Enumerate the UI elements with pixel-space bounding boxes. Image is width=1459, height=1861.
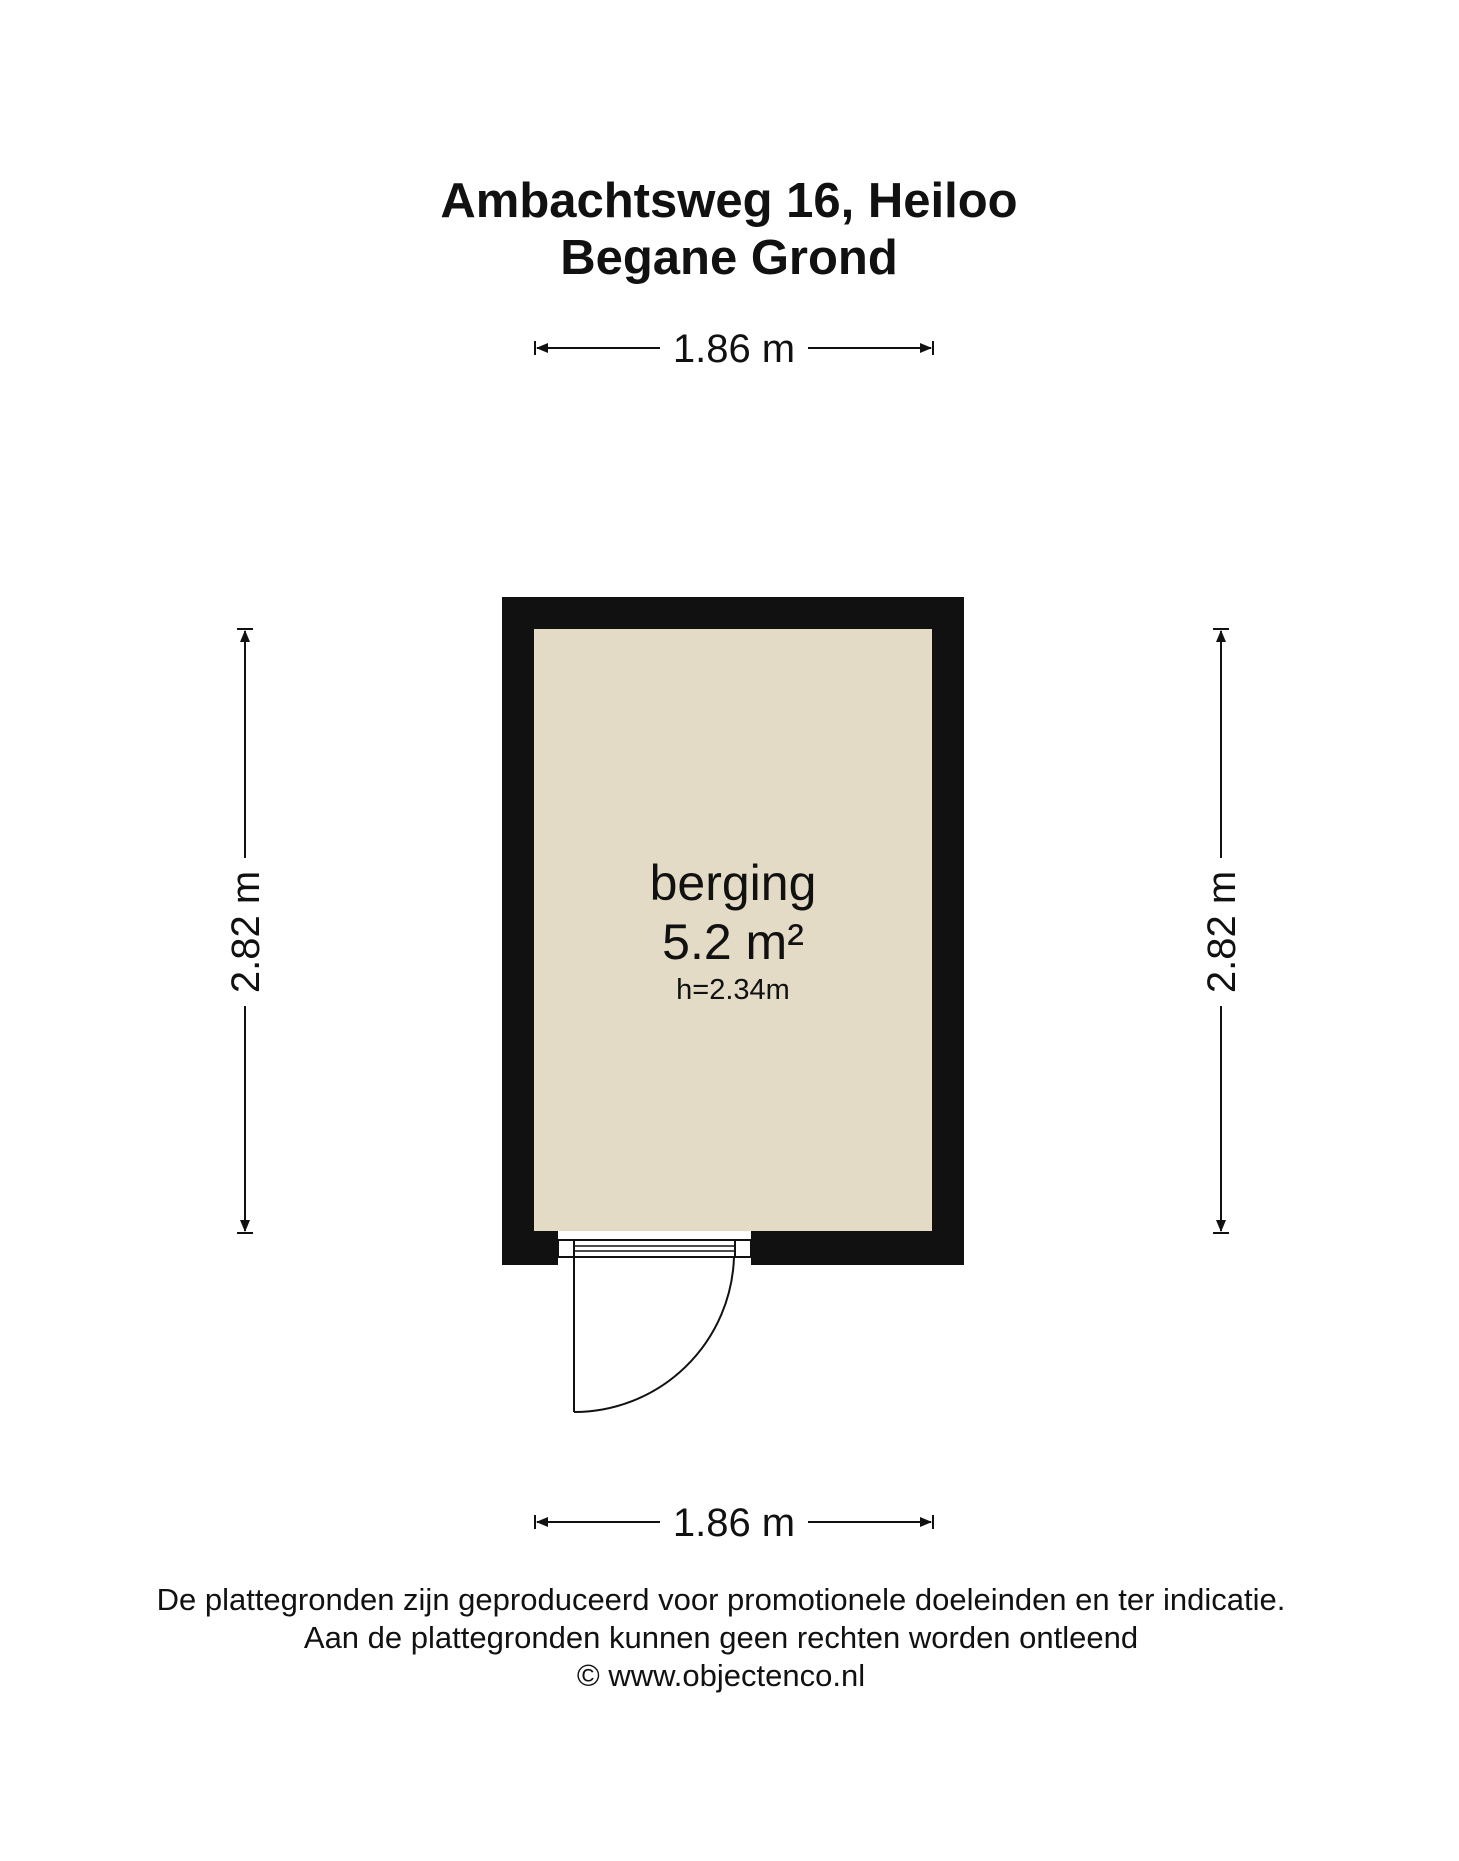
- right-height-dimension: [1200, 629, 1244, 1233]
- left-height-dimension: [224, 629, 268, 1233]
- door: [558, 1231, 751, 1412]
- left-height-label: 2.82 m: [224, 870, 268, 994]
- top-width-dimension: [535, 327, 933, 371]
- copyright-line: © www.objectenco.nl: [576, 1658, 866, 1693]
- disclaimer-line-2: Aan de plattegronden kunnen geen rechten worden ontleend: [303, 1620, 1139, 1655]
- top-width-label: 1.86 m: [672, 327, 796, 371]
- disclaimer-line-1: De plattegronden zijn geproduceerd voor promotionele doeleinden en ter indicatie.: [156, 1582, 1286, 1617]
- plan-title-address: Ambachtsweg 16, Heiloo: [440, 174, 1018, 228]
- bottom-width-label: 1.86 m: [672, 1501, 796, 1545]
- right-height-label: 2.82 m: [1200, 870, 1244, 994]
- room-height: h=2.34m: [676, 974, 790, 1006]
- plan-title-floor: Begane Grond: [560, 231, 898, 285]
- bottom-width-dimension: [535, 1501, 933, 1545]
- room-name: berging: [649, 855, 817, 911]
- room-area: 5.2 m²: [662, 914, 804, 970]
